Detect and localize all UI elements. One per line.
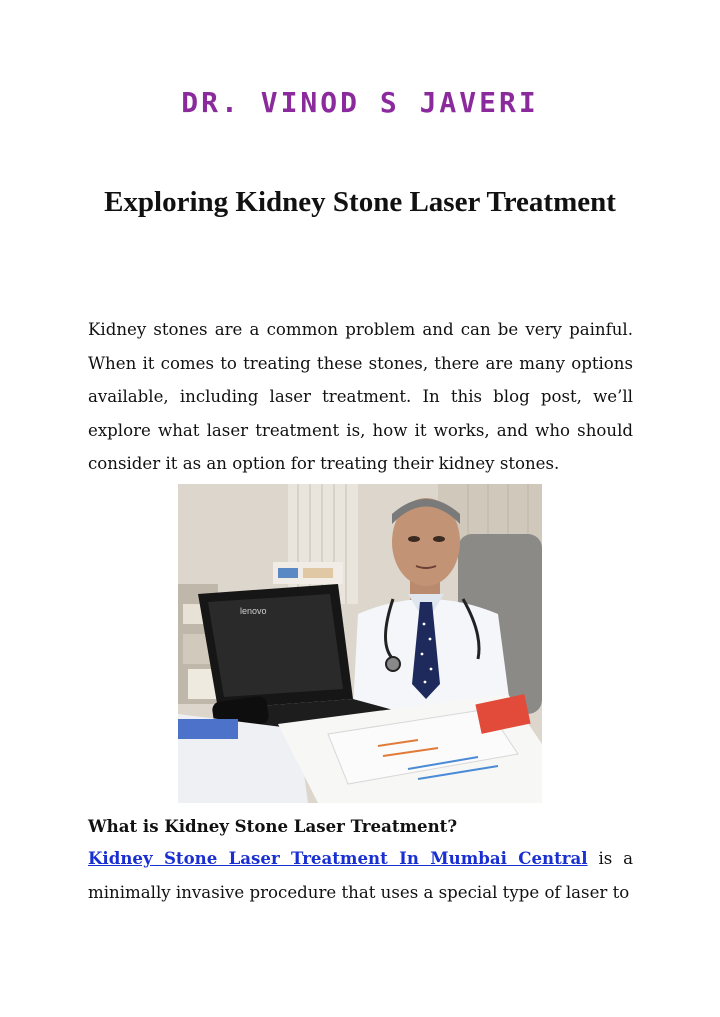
laptop-brand-label: lenovo (240, 606, 267, 616)
treatment-link[interactable]: Kidney Stone Laser Treatment In Mumbai Central (88, 848, 588, 868)
section-paragraph (88, 842, 633, 909)
intro-paragraph: Kidney stones are a common problem and can be very painful. When it comes to treating these stones, there are many options available, including laser treatment. In this blog post, we’ll explore what laser treatment is, how it works, and who should consider it as an option for treating their kidney stones. (88, 320, 633, 473)
doctor-photo (178, 484, 542, 803)
section-heading: What is Kidney Stone Laser Treatment? (88, 816, 458, 836)
page-title: Exploring Kidney Stone Laser Treatment (104, 186, 616, 218)
brand-logo: DR. VINOD S JAVERI (181, 86, 539, 119)
section-paragraph-text: is a minimally invasive procedure that uses a special type of laser to (88, 849, 634, 902)
